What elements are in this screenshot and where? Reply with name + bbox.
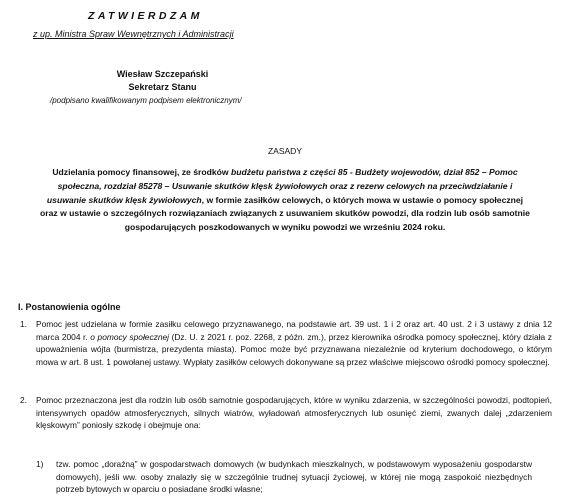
paragraph-1-text: [36, 318, 552, 368]
signer-role: Sekretarz Stanu: [128, 82, 197, 92]
paragraph-1-text-c: (Dz. U. z 2021 r. poz. 2268, z późn. zm.), przez kierownika ośrodka pomocy społecznej, który działa z upoważnienia wójta (burmistrza, prezydenta miasta). Pomoc może być przyznawana niezależnie od kryterium dochodowego, o którym mowa w art. 8 ust. 1 powołanej ustawy. Wypłaty zasiłków celowych dokonywane są przez właściwe miejscowo ośrodki pomocy społecznej.: [36, 331, 552, 367]
paragraph-1-number: 1.: [20, 319, 27, 329]
subtitle-part-3: , w formie zasiłków celowych, o których mowa w ustawie o pomocy społecznej oraz w ustawie o szczególnych rozwiązaniach związanych z usuwaniem skutków powodzi, dla rodzin lub osób samotnie gospodarujących poszkodowanych w wyniku powodzi we wrześniu 2024 roku.: [40, 194, 530, 233]
list-item-line-1: tzw. pomoc „doraźną” w gospodarstwach domowych (w budynkach mieszkalnych,: [56, 459, 365, 469]
document-heading: ZASADY: [267, 146, 302, 156]
signature-note: /podpisano kwalifikowanym podpisem elektronicznym/: [50, 96, 242, 105]
paragraph-1-text-a: Pomoc jest udzielana w formie zasiłku celowego przyznawanego, na podstawie art. 39 ust. 1 i 2 oraz art. 40 ust. 2 i 3 ustawy z dnia 12 marca 2004 r.: [36, 319, 552, 342]
approval-heading: ZATWIERDZAM: [88, 10, 203, 22]
document-subtitle: [40, 166, 530, 235]
paragraph-2: [20, 394, 552, 432]
paragraph-1: [20, 318, 552, 368]
list-item-text: [56, 458, 532, 496]
subtitle-part-2: budżetu państwa z części 85 - Budżety wojewodów, dział 852 – Pomoc społeczna, rozdział 85278 – Usuwanie skutków klęsk żywiołowych oraz z rezerw celowych na przeciwdziałanie i usuwanie skutków klęsk żywiołowych: [46, 167, 518, 205]
paragraph-1-act-title: o pomocy społecznej: [90, 331, 170, 342]
list-item: [36, 458, 532, 496]
subtitle-part-1: Udzielania pomocy finansowej, ze środków: [52, 167, 231, 177]
section-heading: I. Postanowienia ogólne: [18, 302, 121, 312]
paragraph-2-number: 2.: [20, 395, 27, 405]
signer-name: Wiesław Szczepański: [116, 69, 209, 79]
ministry-line: z up. Ministra Spraw Wewnętrznych i Administracji: [33, 29, 234, 39]
list-item-line-2: w podstawowym wyposażeniu gospodarstw domowych), jeśli ww. osoby znalazły się w szczególnie trudnej sytuacji życiowej, w której nie mogą zaspokoić niezbędnych potrzeb bytowych w oparciu o posiadane środki własne;: [56, 459, 533, 495]
list-item-number: 1): [36, 459, 44, 469]
paragraph-2-text: Pomoc przeznaczona jest dla rodzin lub osób samotnie gospodarujących, które w wyniku zdarzenia, w szczególności powodzi, podtopień, intensywnych opadów atmosferycznych, silnych wiatrów, wyładowań atmosferycznych lub osunięć ziemi, zwanych dalej „zdarzeniem klęskowym” poniosły szkodę i obejmuje ona:: [36, 395, 552, 431]
signer-block: [0, 68, 325, 94]
